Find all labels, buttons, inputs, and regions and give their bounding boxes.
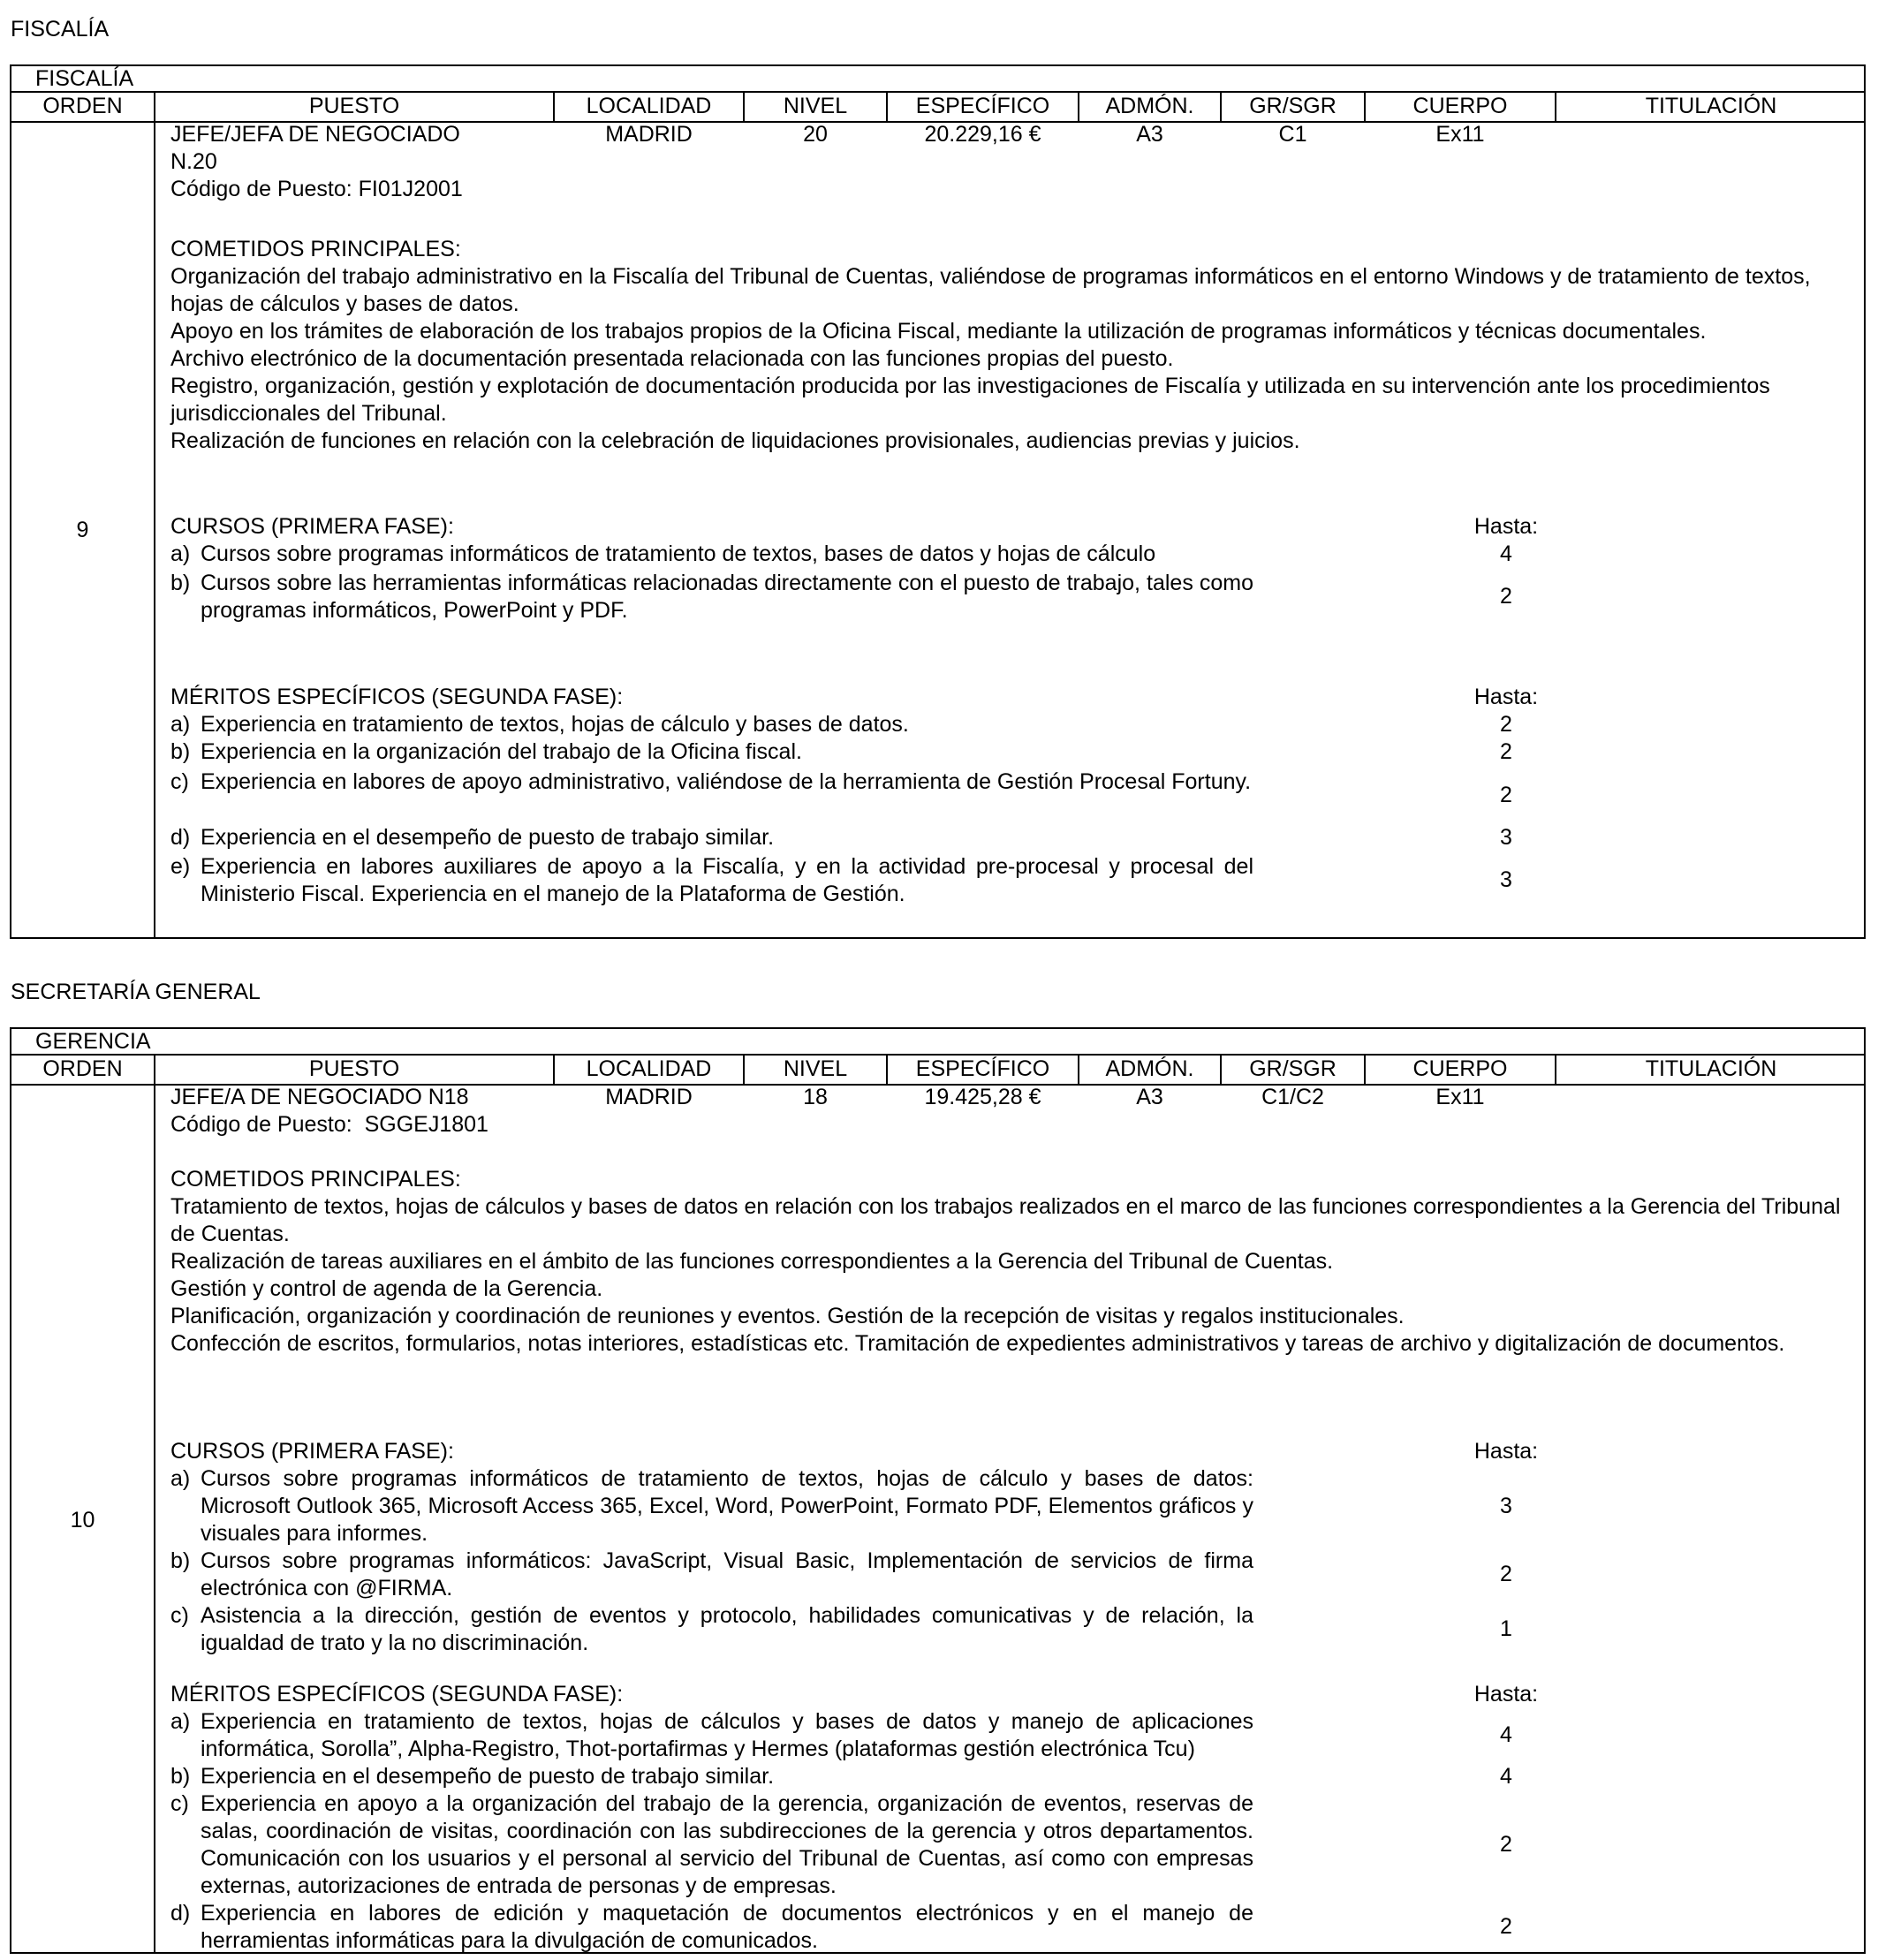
merito-text: Experiencia en tratamiento de textos, hojas de cálculos y bases de datos y manejo de aplicaciones informática, Sorolla”, Alpha-Registro, Thot-portafirmas y Hermes (plataformas gestión electrónica Tcu): [201, 1709, 1253, 1761]
header-localidad: LOCALIDAD: [586, 1056, 712, 1081]
merito-points: 4: [1500, 1722, 1512, 1747]
meritos-hasta: Hasta:: [1473, 685, 1539, 709]
puesto-code: Código de Puesto: FI01J2001: [170, 177, 463, 201]
merito-text: Experiencia en labores de edición y maquetación de documentos electrónicos y en el manejo de herramientas informáticas para la divulgación de comunicados.: [201, 1901, 1253, 1953]
cometido-item: Realización de tareas auxiliares en el ámbito de las funciones correspondientes a la Gerencia del Tribunal de Cuentas.: [170, 1249, 1334, 1274]
curso-text: Cursos sobre programas informáticos de tratamiento de textos, hojas de cálculo y bases de datos: Microsoft Outlook 365, Microsoft Access 365, Excel, Word, PowerPoint, Formato PDF, Elementos gráficos y visuales para informes.: [201, 1466, 1253, 1546]
column-divider: [154, 1054, 155, 1954]
curso-letter: c): [170, 1603, 189, 1628]
cometido-item: Planificación, organización y coordinación de reuniones y eventos. Gestión de la recepción de visitas y regalos institucionales.: [170, 1304, 1405, 1328]
merito-letter: d): [170, 825, 191, 850]
puesto-title: JEFE/JEFA DE NEGOCIADO: [170, 122, 460, 147]
cursos-title: CURSOS (PRIMERA FASE):: [170, 514, 454, 539]
merito-text: Experiencia en tratamiento de textos, hojas de cálculo y bases de datos.: [201, 712, 909, 737]
merito-points: 4: [1500, 1764, 1512, 1789]
column-divider: [154, 91, 155, 939]
curso-text: Cursos sobre programas informáticos de tratamiento de textos, bases de datos y hojas de cálculo: [201, 541, 1156, 566]
merito-points: 2: [1500, 739, 1512, 764]
especifico-value: 19.425,28 €: [924, 1085, 1041, 1109]
curso-letter: b): [170, 571, 191, 595]
section-title-fiscalia: FISCALÍA: [11, 17, 110, 42]
merito-points: 2: [1500, 1914, 1512, 1939]
cometido-item: Organización del trabajo administrativo en la Fiscalía del Tribunal de Cuentas, valiéndose de programas informáticos en el entorno Windows y de tratamiento de textos, hojas de cálculos y bases de datos.: [170, 264, 1811, 316]
header-titulacion: TITULACIÓN: [1645, 1056, 1777, 1081]
cursos-title: CURSOS (PRIMERA FASE):: [170, 1439, 454, 1464]
header-nivel: NIVEL: [783, 1056, 848, 1081]
cometido-item: Registro, organización, gestión y explotación de documentación producida por las investigaciones de Fiscalía y utilizada en su intervención ante los procedimientos jurisdiccionales del Tribunal.: [170, 374, 1770, 426]
grsgr-value: C1: [1278, 122, 1307, 147]
curso-points: 3: [1500, 1494, 1512, 1518]
curso-text: Asistencia a la dirección, gestión de eventos y protocolo, habilidades comunicativas y de relación, la igualdad de trato y la no discriminación.: [201, 1603, 1253, 1655]
curso-letter: b): [170, 1548, 191, 1573]
puesto-title: JEFE/A DE NEGOCIADO N18: [170, 1085, 469, 1109]
header-cuerpo: CUERPO: [1412, 94, 1508, 118]
meritos-title: MÉRITOS ESPECÍFICOS (SEGUNDA FASE):: [170, 685, 624, 709]
merito-letter: a): [170, 1709, 191, 1734]
cometido-item: Tratamiento de textos, hojas de cálculos y bases de datos en relación con los trabajos realizados en el marco de las funciones correspondientes a la Gerencia del Tribunal de Cuentas.: [170, 1194, 1841, 1246]
admon-value: A3: [1136, 1085, 1163, 1109]
localidad-value: MADRID: [605, 122, 693, 147]
merito-text: Experiencia en labores de apoyo administrativo, valiéndose de la herramienta de Gestión Procesal Fortuny.: [201, 769, 1252, 794]
curso-text: Cursos sobre programas informáticos: JavaScript, Visual Basic, Implementación de servicios de firma electrónica con @FIRMA.: [201, 1548, 1253, 1601]
orden-value: 10: [70, 1508, 95, 1532]
header-localidad: LOCALIDAD: [586, 94, 712, 118]
merito-text: Experiencia en el desempeño de puesto de trabajo similar.: [201, 1764, 775, 1789]
meritos-title: MÉRITOS ESPECÍFICOS (SEGUNDA FASE):: [170, 1682, 624, 1706]
merito-points: 2: [1500, 712, 1512, 737]
cometidos-title: COMETIDOS PRINCIPALES:: [170, 1167, 461, 1192]
nivel-value: 18: [803, 1085, 828, 1109]
header-grsgr: GR/SGR: [1249, 1056, 1337, 1081]
curso-text: Cursos sobre las herramientas informáticas relacionadas directamente con el puesto de trabajo, tales como programas informáticos, PowerPoint y PDF.: [201, 571, 1253, 623]
header-cuerpo: CUERPO: [1412, 1056, 1508, 1081]
merito-points: 2: [1500, 1832, 1512, 1857]
cometido-item: Apoyo en los trámites de elaboración de los trabajos propios de la Oficina Fiscal, mediante la utilización de programas informáticos y técnicas documentales.: [170, 319, 1707, 344]
nivel-value: 20: [803, 122, 828, 147]
merito-text: Experiencia en apoyo a la organización del trabajo de la gerencia, organización de eventos, reservas de salas, coordinación de visitas, coordinación con las subdirecciones de la gerencia y otros departamentos. Comunicación con los usuarios y el personal al servicio del Tribunal de Cuentas, así como con empresas externas, autorizaciones de entrada de personas y de empresas.: [201, 1791, 1253, 1898]
header-especifico: ESPECÍFICO: [915, 94, 1050, 118]
curso-points: 2: [1500, 1562, 1512, 1586]
cometido-item: Confección de escritos, formularios, notas interiores, estadísticas etc. Tramitación de expedientes administrativos y tareas de archivo y digitalización de documentos.: [170, 1331, 1785, 1356]
especifico-value: 20.229,16 €: [924, 122, 1041, 147]
admon-value: A3: [1136, 122, 1163, 147]
cuerpo-value: Ex11: [1435, 1085, 1485, 1109]
unit-label: GERENCIA: [35, 1029, 151, 1054]
header-puesto: PUESTO: [308, 1056, 400, 1081]
merito-points: 3: [1500, 867, 1512, 892]
curso-points: 4: [1500, 541, 1512, 566]
merito-text: Experiencia en la organización del trabajo de la Oficina fiscal.: [201, 739, 802, 764]
cometido-item: Archivo electrónico de la documentación presentada relacionada con las funciones propias del puesto.: [170, 346, 1174, 371]
grsgr-value: C1/C2: [1261, 1085, 1324, 1109]
curso-points: 1: [1500, 1616, 1512, 1641]
merito-letter: c): [170, 1791, 189, 1816]
merito-letter: b): [170, 739, 191, 764]
unit-label: FISCALÍA: [35, 66, 134, 91]
puesto-level: N.20: [170, 149, 217, 174]
cometido-item: Gestión y control de agenda de la Gerencia.: [170, 1276, 603, 1301]
cometidos-title: COMETIDOS PRINCIPALES:: [170, 237, 461, 261]
merito-points: 2: [1500, 783, 1512, 807]
header-especifico: ESPECÍFICO: [915, 1056, 1050, 1081]
puesto-code: Código de Puesto: SGGEJ1801: [170, 1112, 488, 1137]
meritos-hasta: Hasta:: [1473, 1682, 1539, 1706]
section-title-secretaria-general: SECRETARÍA GENERAL: [11, 980, 261, 1004]
header-grsgr: GR/SGR: [1249, 94, 1337, 118]
header-orden: ORDEN: [42, 1056, 123, 1081]
merito-letter: e): [170, 854, 191, 879]
header-puesto: PUESTO: [308, 94, 400, 118]
cursos-hasta: Hasta:: [1473, 514, 1539, 539]
merito-letter: b): [170, 1764, 191, 1789]
header-orden: ORDEN: [42, 94, 123, 118]
merito-letter: a): [170, 712, 191, 737]
merito-letter: d): [170, 1901, 191, 1926]
orden-value: 9: [76, 518, 89, 542]
cometido-item: Realización de funciones en relación con la celebración de liquidaciones provisionales, audiencias previas y juicios.: [170, 428, 1300, 453]
merito-letter: c): [170, 769, 189, 794]
merito-points: 3: [1500, 825, 1512, 850]
header-admon: ADMÓN.: [1105, 1056, 1194, 1081]
curso-points: 2: [1500, 584, 1512, 609]
header-admon: ADMÓN.: [1105, 94, 1194, 118]
localidad-value: MADRID: [605, 1085, 693, 1109]
cursos-hasta: Hasta:: [1473, 1439, 1539, 1464]
merito-text: Experiencia en labores auxiliares de apoyo a la Fiscalía, y en la actividad pre-procesal y procesal del Ministerio Fiscal. Experiencia en el manejo de la Plataforma de Gestión.: [201, 854, 1253, 906]
curso-letter: a): [170, 1466, 191, 1491]
cuerpo-value: Ex11: [1435, 122, 1485, 147]
header-titulacion: TITULACIÓN: [1645, 94, 1777, 118]
merito-text: Experiencia en el desempeño de puesto de trabajo similar.: [201, 825, 775, 850]
header-nivel: NIVEL: [783, 94, 848, 118]
curso-letter: a): [170, 541, 191, 566]
